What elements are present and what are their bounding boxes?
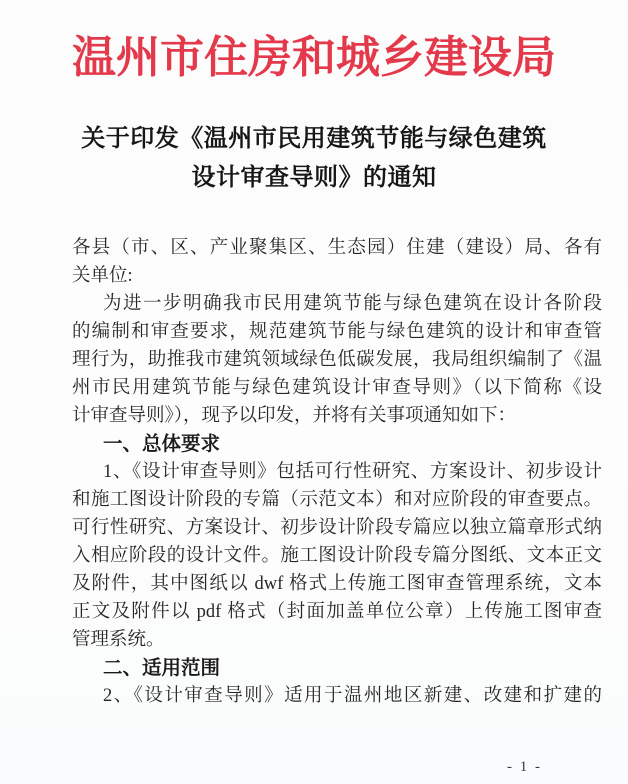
section-heading: 一、总体要求 [103, 433, 221, 456]
document-body [72, 234, 602, 710]
body-line: 理行为，助推我市建筑领域绿色低碳发展，我局组织编制了《温 [72, 350, 602, 371]
body-line: 正文及附件以 pdf 格式（封面加盖单位公章）上传施工图审查 [72, 602, 602, 623]
body-line: 2、《设计审查导则》适用于温州地区新建、改建和扩建的 [103, 686, 602, 707]
document-title-line-2: 设计审查导则》的通知 [191, 165, 437, 192]
document-title-line-1: 关于印发《温州市民用建筑节能与绿色建筑 [81, 126, 547, 153]
page-number: - 1 - [507, 759, 542, 775]
body-line: 为进一步明确我市民用建筑节能与绿色建筑在设计各阶段 [103, 294, 602, 315]
body-line: 计审查导则》），现予以印发，并将有关事项通知如下： [72, 406, 517, 427]
body-line: 1、《设计审查导则》包括可行性研究、方案设计、初步设计 [103, 462, 602, 483]
agency-letterhead: 温州市住房和城乡建设局 [72, 33, 556, 82]
body-line: 及附件，其中图纸以 dwf 格式上传施工图审查管理系统，文本 [72, 574, 602, 595]
section-heading: 二、适用范围 [103, 657, 221, 680]
body-line: 州市民用建筑节能与绿色建筑设计审查导则》（以下简称《设 [72, 378, 602, 399]
body-line: 关单位: [72, 266, 133, 287]
body-line: 可行性研究、方案设计、初步设计阶段专篇应以独立篇章形式纳 [72, 518, 602, 539]
body-line: 各县（市、区、产业聚集区、生态园）住建（建设）局、各有 [72, 238, 602, 259]
body-line: 入相应阶段的设计文件。施工图设计阶段专篇分图纸、文本正文 [72, 546, 602, 567]
document-title [0, 120, 628, 198]
body-line: 和施工图设计阶段的专篇（示范文本）和对应阶段的审查要点。 [72, 490, 602, 511]
body-line: 管理系统。 [72, 630, 165, 651]
body-line: 的编制和审查要求，规范建筑节能与绿色建筑的设计和审查管 [72, 322, 602, 343]
